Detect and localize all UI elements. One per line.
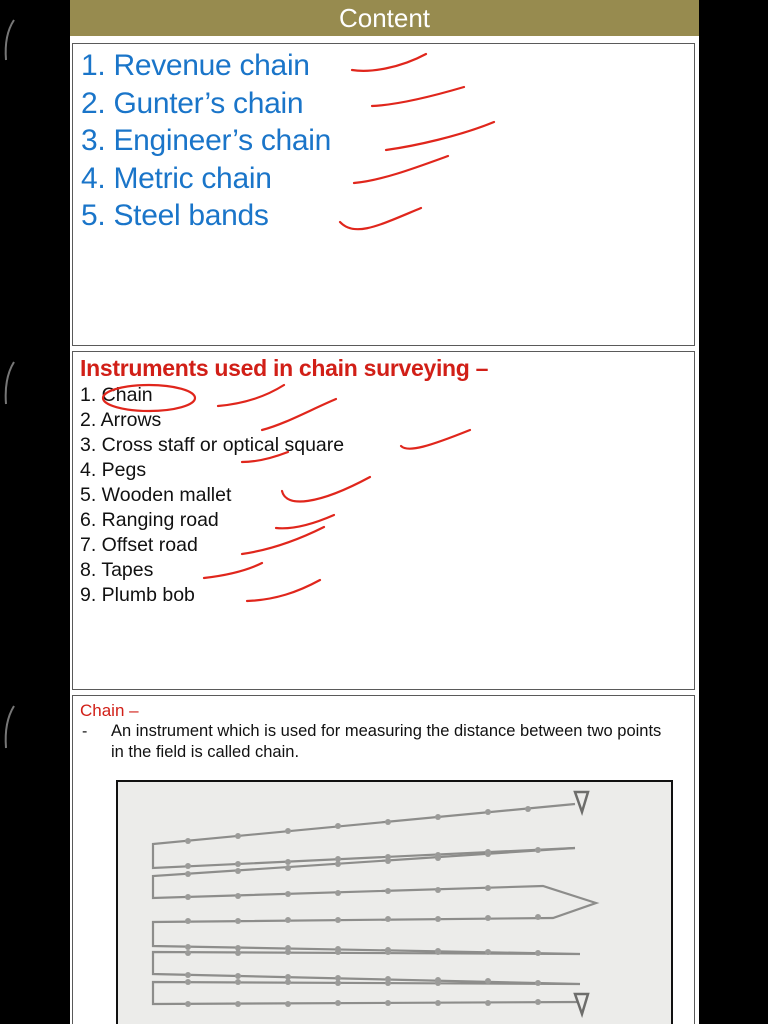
list-item: 8. Tapes (80, 559, 154, 581)
contents-slide (72, 43, 695, 346)
list-item: 7. Offset road (80, 534, 198, 556)
chain-heading: Chain – (80, 701, 139, 720)
chain-types-list (81, 47, 331, 235)
list-item: 1. Chain (80, 384, 153, 406)
list-item: 3. Cross staff or optical square (80, 434, 345, 456)
list-item: 5. Steel bands (81, 199, 269, 232)
chain-photo (116, 780, 673, 1024)
list-item: 4. Metric chain (81, 161, 272, 195)
chain-slide (72, 695, 695, 1024)
bullet-dash: - (82, 723, 88, 740)
list-item: 9. Plumb bob (80, 584, 195, 606)
list-item: 2. Arrows (80, 409, 162, 431)
notes-page (70, 0, 699, 1024)
list-item: 4. Pegs (80, 459, 147, 481)
instruments-slide (72, 351, 695, 690)
chain-illustration (118, 782, 671, 1024)
page-title: Content (70, 0, 699, 36)
margin-bracket-marks (0, 0, 70, 1024)
list-item: 3. Engineer’s chain (81, 124, 332, 157)
list-item: 6. Ranging road (80, 509, 219, 531)
instruments-heading: Instruments used in chain surveying – (80, 355, 489, 381)
instruments-list (80, 383, 344, 608)
list-item: 2. Gunter’s chain (81, 86, 304, 120)
list-item: 5. Wooden mallet (80, 484, 232, 506)
chain-definition: An instrument which is used for measuring the distance between two points in the field is called chain. (111, 722, 662, 761)
list-item: 1. Revenue chain (81, 49, 310, 82)
